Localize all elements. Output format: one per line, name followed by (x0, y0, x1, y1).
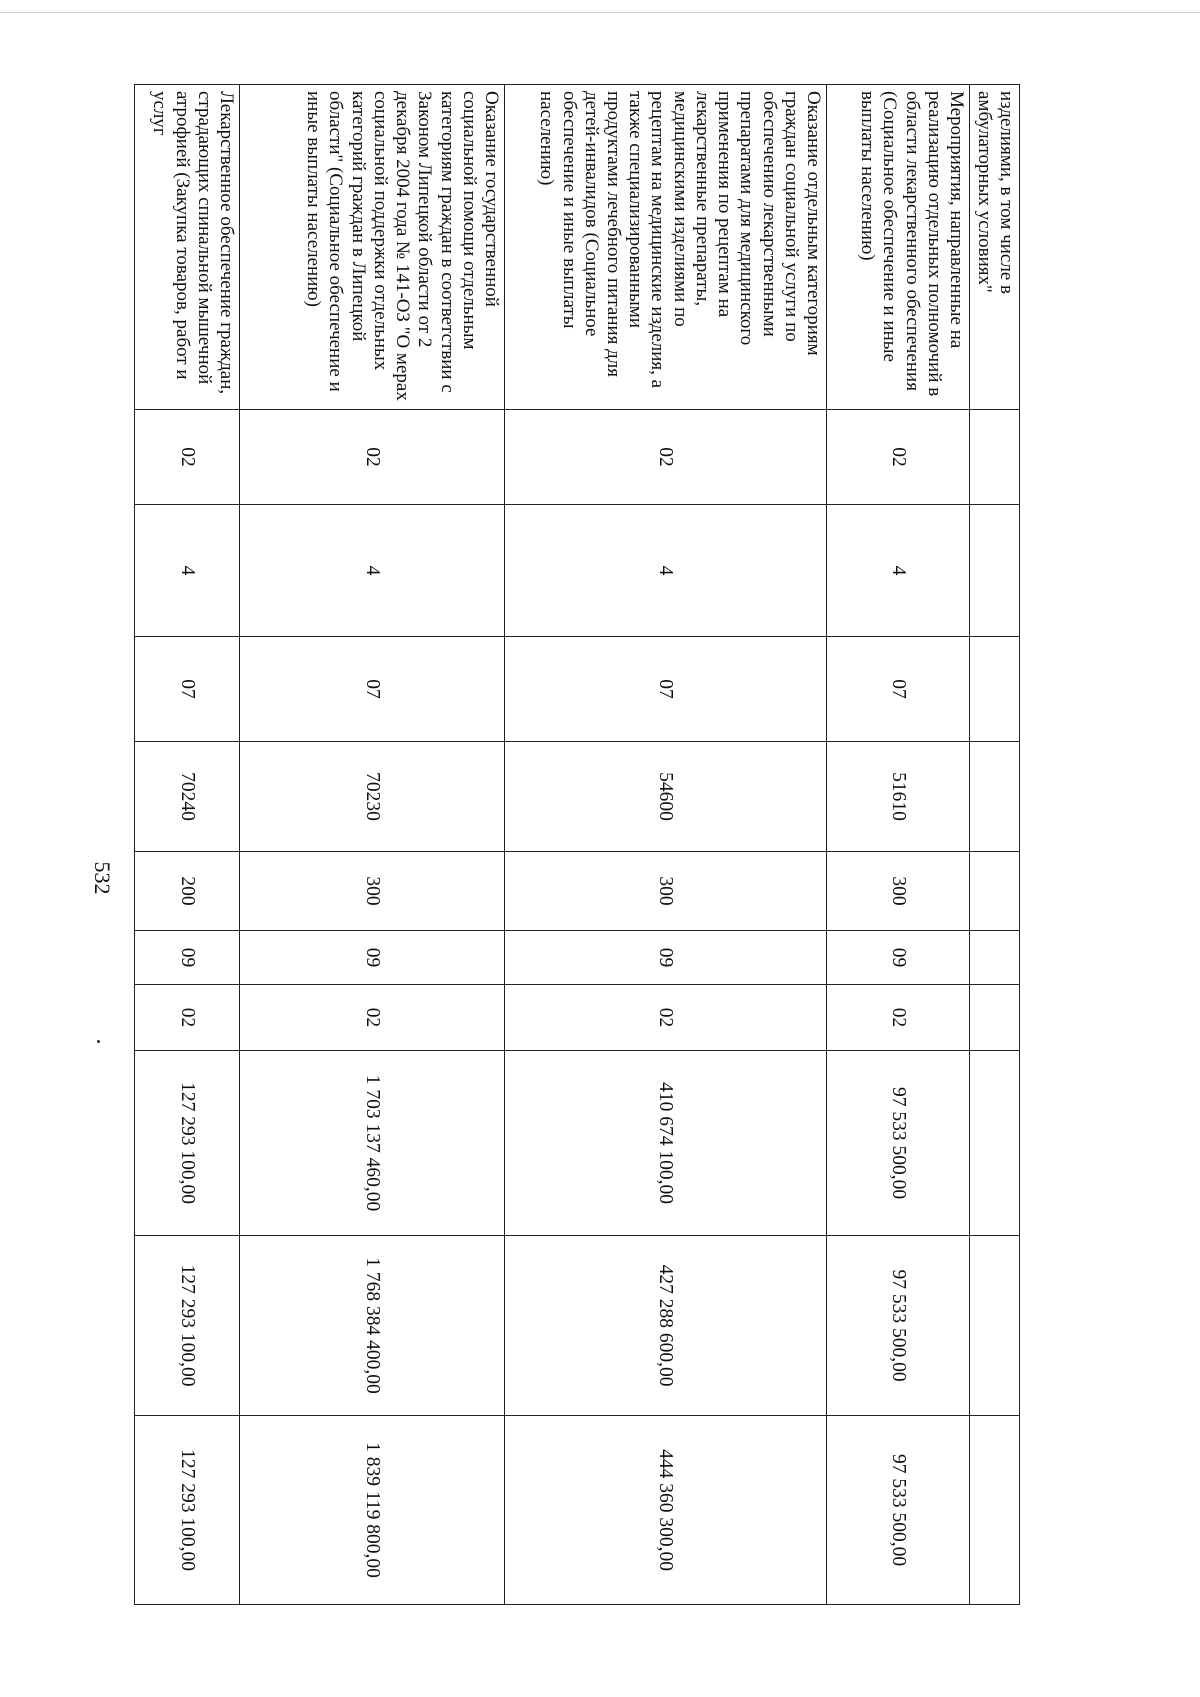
code-cell: 51610 (827, 742, 970, 852)
amount-cell: 127 293 100,00 (135, 1416, 240, 1605)
row-description: Оказание государственной социальной помощи отдельным категориям граждан в соответствии с Законом Липецкой области от 2 декабря 2004 года № 141-ОЗ "О мерах социальной поддержки отдельных категорий граждан в Липецкой области" (Социальное обеспечение и иные выплаты населению) (240, 85, 505, 410)
code-cell: 02 (240, 410, 505, 505)
table-body (135, 85, 1020, 1605)
amount-cell (970, 1236, 1020, 1416)
amount-cell (970, 1051, 1020, 1236)
amount-cell: 1 703 137 460,00 (240, 1051, 505, 1236)
row-description: Оказание отдельным категориям граждан социальной услуги по обеспечению лекарственными препаратами для медицинского применения по рецептам на лекарственные препараты, медицинскими изделиями по рецептам на медицинские изделия, а также специализированными продуктами лечебного питания для детей-инвалидов (Социальное обеспечение и иные выплаты населению) (505, 85, 827, 410)
amount-cell: 97 533 500,00 (827, 1236, 970, 1416)
code-cell (970, 410, 1020, 505)
table-row (240, 85, 505, 1605)
row-description: изделиями, в том числе в амбулаторных условиях" (970, 85, 1020, 410)
code-cell: 09 (827, 931, 970, 985)
code-cell: 09 (135, 931, 240, 985)
code-cell: 300 (505, 852, 827, 931)
table-row (970, 85, 1020, 1605)
amount-cell: 444 360 300,00 (505, 1416, 827, 1605)
budget-table (134, 84, 1020, 1605)
code-cell: 200 (135, 852, 240, 931)
code-cell (970, 931, 1020, 985)
code-cell (970, 637, 1020, 742)
code-cell (970, 742, 1020, 852)
code-cell (970, 505, 1020, 637)
amount-cell: 1 768 384 400,00 (240, 1236, 505, 1416)
code-cell (970, 985, 1020, 1051)
code-cell: 07 (505, 637, 827, 742)
code-cell: 02 (827, 985, 970, 1051)
amount-cell: 410 674 100,00 (505, 1051, 827, 1236)
amount-cell: 97 533 500,00 (827, 1416, 970, 1605)
code-cell: 54600 (505, 742, 827, 852)
code-cell: 09 (505, 931, 827, 985)
code-cell: 02 (240, 985, 505, 1051)
code-cell: 02 (135, 985, 240, 1051)
code-cell: 07 (827, 637, 970, 742)
row-description: Мероприятия, направленные на реализацию отдельных полномочий в области лекарственного обеспечения (Социальное обеспечение и иные выплаты населению) (827, 85, 970, 410)
row-description: Лекарственное обеспечение граждан, страдающих спинальной мышечной атрофией (Закупка товаров, работ и услуг (135, 85, 240, 410)
amount-cell: 127 293 100,00 (135, 1236, 240, 1416)
table-row (135, 85, 240, 1605)
code-cell: 70240 (135, 742, 240, 852)
amount-cell: 427 288 600,00 (505, 1236, 827, 1416)
scan-speck (97, 1040, 100, 1043)
code-cell: 07 (135, 637, 240, 742)
rotated-table-container (135, 84, 1020, 1604)
code-cell: 02 (135, 410, 240, 505)
amount-cell: 1 839 119 800,00 (240, 1416, 505, 1605)
amount-cell (970, 1416, 1020, 1605)
amount-cell: 127 293 100,00 (135, 1051, 240, 1236)
table-row (827, 85, 970, 1605)
code-cell: 300 (827, 852, 970, 931)
code-cell: 09 (240, 931, 505, 985)
scan-edge-line (0, 12, 1200, 13)
code-cell: 02 (505, 985, 827, 1051)
code-cell: 07 (240, 637, 505, 742)
code-cell: 02 (505, 410, 827, 505)
code-cell (970, 852, 1020, 931)
code-cell: 4 (240, 505, 505, 637)
code-cell: 02 (827, 410, 970, 505)
code-cell: 4 (827, 505, 970, 637)
code-cell: 300 (240, 852, 505, 931)
amount-cell: 97 533 500,00 (827, 1051, 970, 1236)
code-cell: 4 (135, 505, 240, 637)
code-cell: 4 (505, 505, 827, 637)
code-cell: 70230 (240, 742, 505, 852)
page-number: 532 (90, 861, 115, 895)
table-row (505, 85, 827, 1605)
